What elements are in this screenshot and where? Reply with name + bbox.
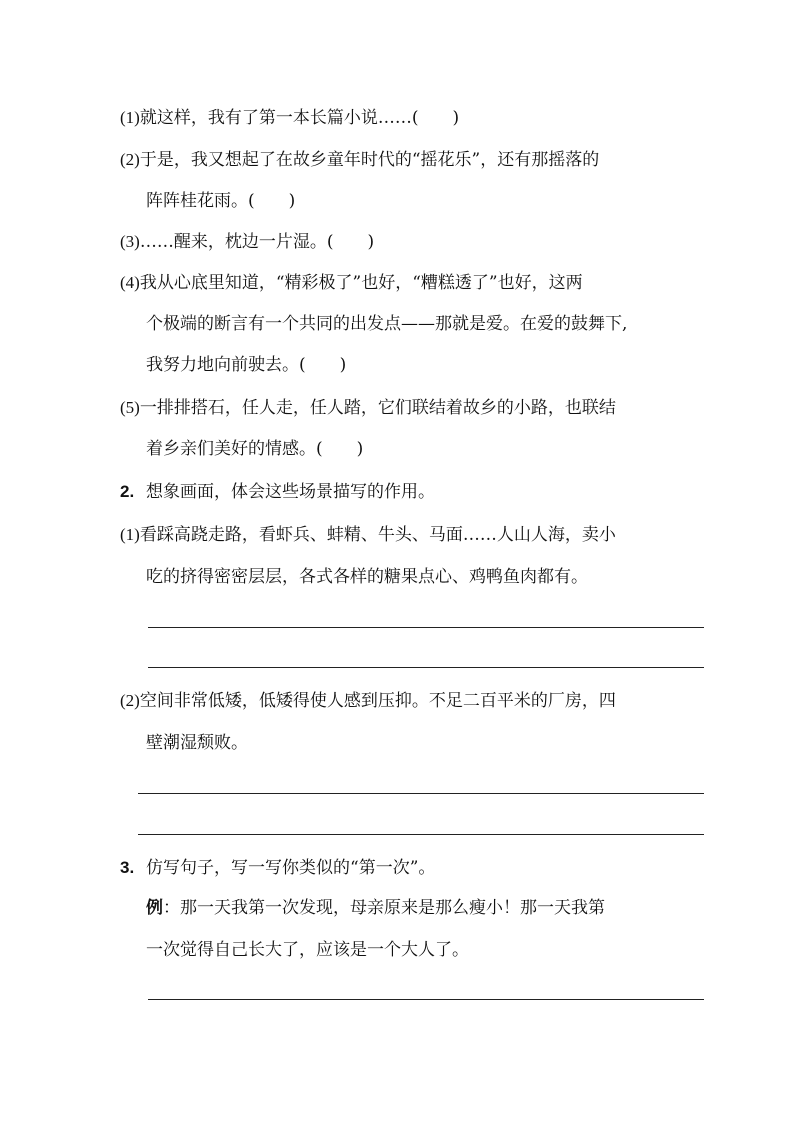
q1-item-3 — [120, 230, 374, 254]
answer-line[interactable] — [148, 999, 704, 1000]
item-number: (5) — [120, 398, 140, 417]
answer-line[interactable] — [138, 834, 704, 835]
item-text: 我从心底里知道，“精彩极了”也好，“糟糕透了”也好，这两 — [139, 273, 583, 293]
answer-line[interactable] — [148, 667, 704, 668]
q3-heading — [120, 856, 435, 880]
item-text: 于是，我又想起了在故乡童年时代的“摇花乐”，还有那摇落的 — [139, 150, 600, 170]
item-number: (1) — [120, 525, 140, 544]
example-text: ：那一天我第一次发现，母亲原来是那么瘦小！那一天我第 — [163, 898, 605, 918]
item-text: 看踩高跷走路，看虾兵、蚌精、牛头、马面……人山人海，卖小 — [139, 525, 616, 545]
item-text: 一排排搭石，任人走，任人踏，它们联结着故乡的小路，也联结 — [139, 398, 616, 418]
item-text-continued: 壁潮湿颓败。 — [146, 733, 248, 753]
answer-line[interactable] — [148, 627, 704, 628]
example-text-continued: 一次觉得自己长大了，应该是一个大人了。 — [146, 940, 469, 960]
item-number: (4) — [120, 273, 140, 292]
item-text-continued: 我努力地向前驶去。( ) — [146, 355, 347, 375]
example-label: 例 — [146, 898, 163, 918]
item-number: (2) — [120, 150, 140, 169]
question-title: 仿写句子，写一写你类似的“第一次”。 — [146, 858, 436, 878]
item-number: (3) — [120, 232, 140, 251]
q2-heading — [120, 480, 435, 504]
item-number: (1) — [120, 108, 140, 127]
question-number: 3. — [120, 858, 135, 877]
item-text-continued: 吃的挤得密密层层，各式各样的糖果点心、鸡鸭鱼肉都有。 — [146, 567, 588, 587]
question-number: 2. — [120, 482, 135, 501]
item-text-continued: 着乡亲们美好的情感。( ) — [146, 439, 364, 459]
item-number: (2) — [120, 691, 140, 710]
item-text-continued: 阵阵桂花雨。( ) — [146, 191, 296, 211]
question-title: 想象画面，体会这些场景描写的作用。 — [146, 482, 435, 502]
item-text: ……醒来，枕边一片湿。( ) — [139, 232, 375, 252]
item-text: 空间非常低矮，低矮得使人感到压抑。不足二百平米的厂房，四 — [139, 691, 616, 711]
item-text-continued: 个极端的断言有一个共同的出发点——那就是爱。在爱的鼓舞下, — [146, 314, 628, 334]
answer-line[interactable] — [138, 793, 704, 794]
item-text: 就这样，我有了第一本长篇小说……( ) — [139, 108, 460, 128]
q1-item-1 — [120, 106, 459, 130]
